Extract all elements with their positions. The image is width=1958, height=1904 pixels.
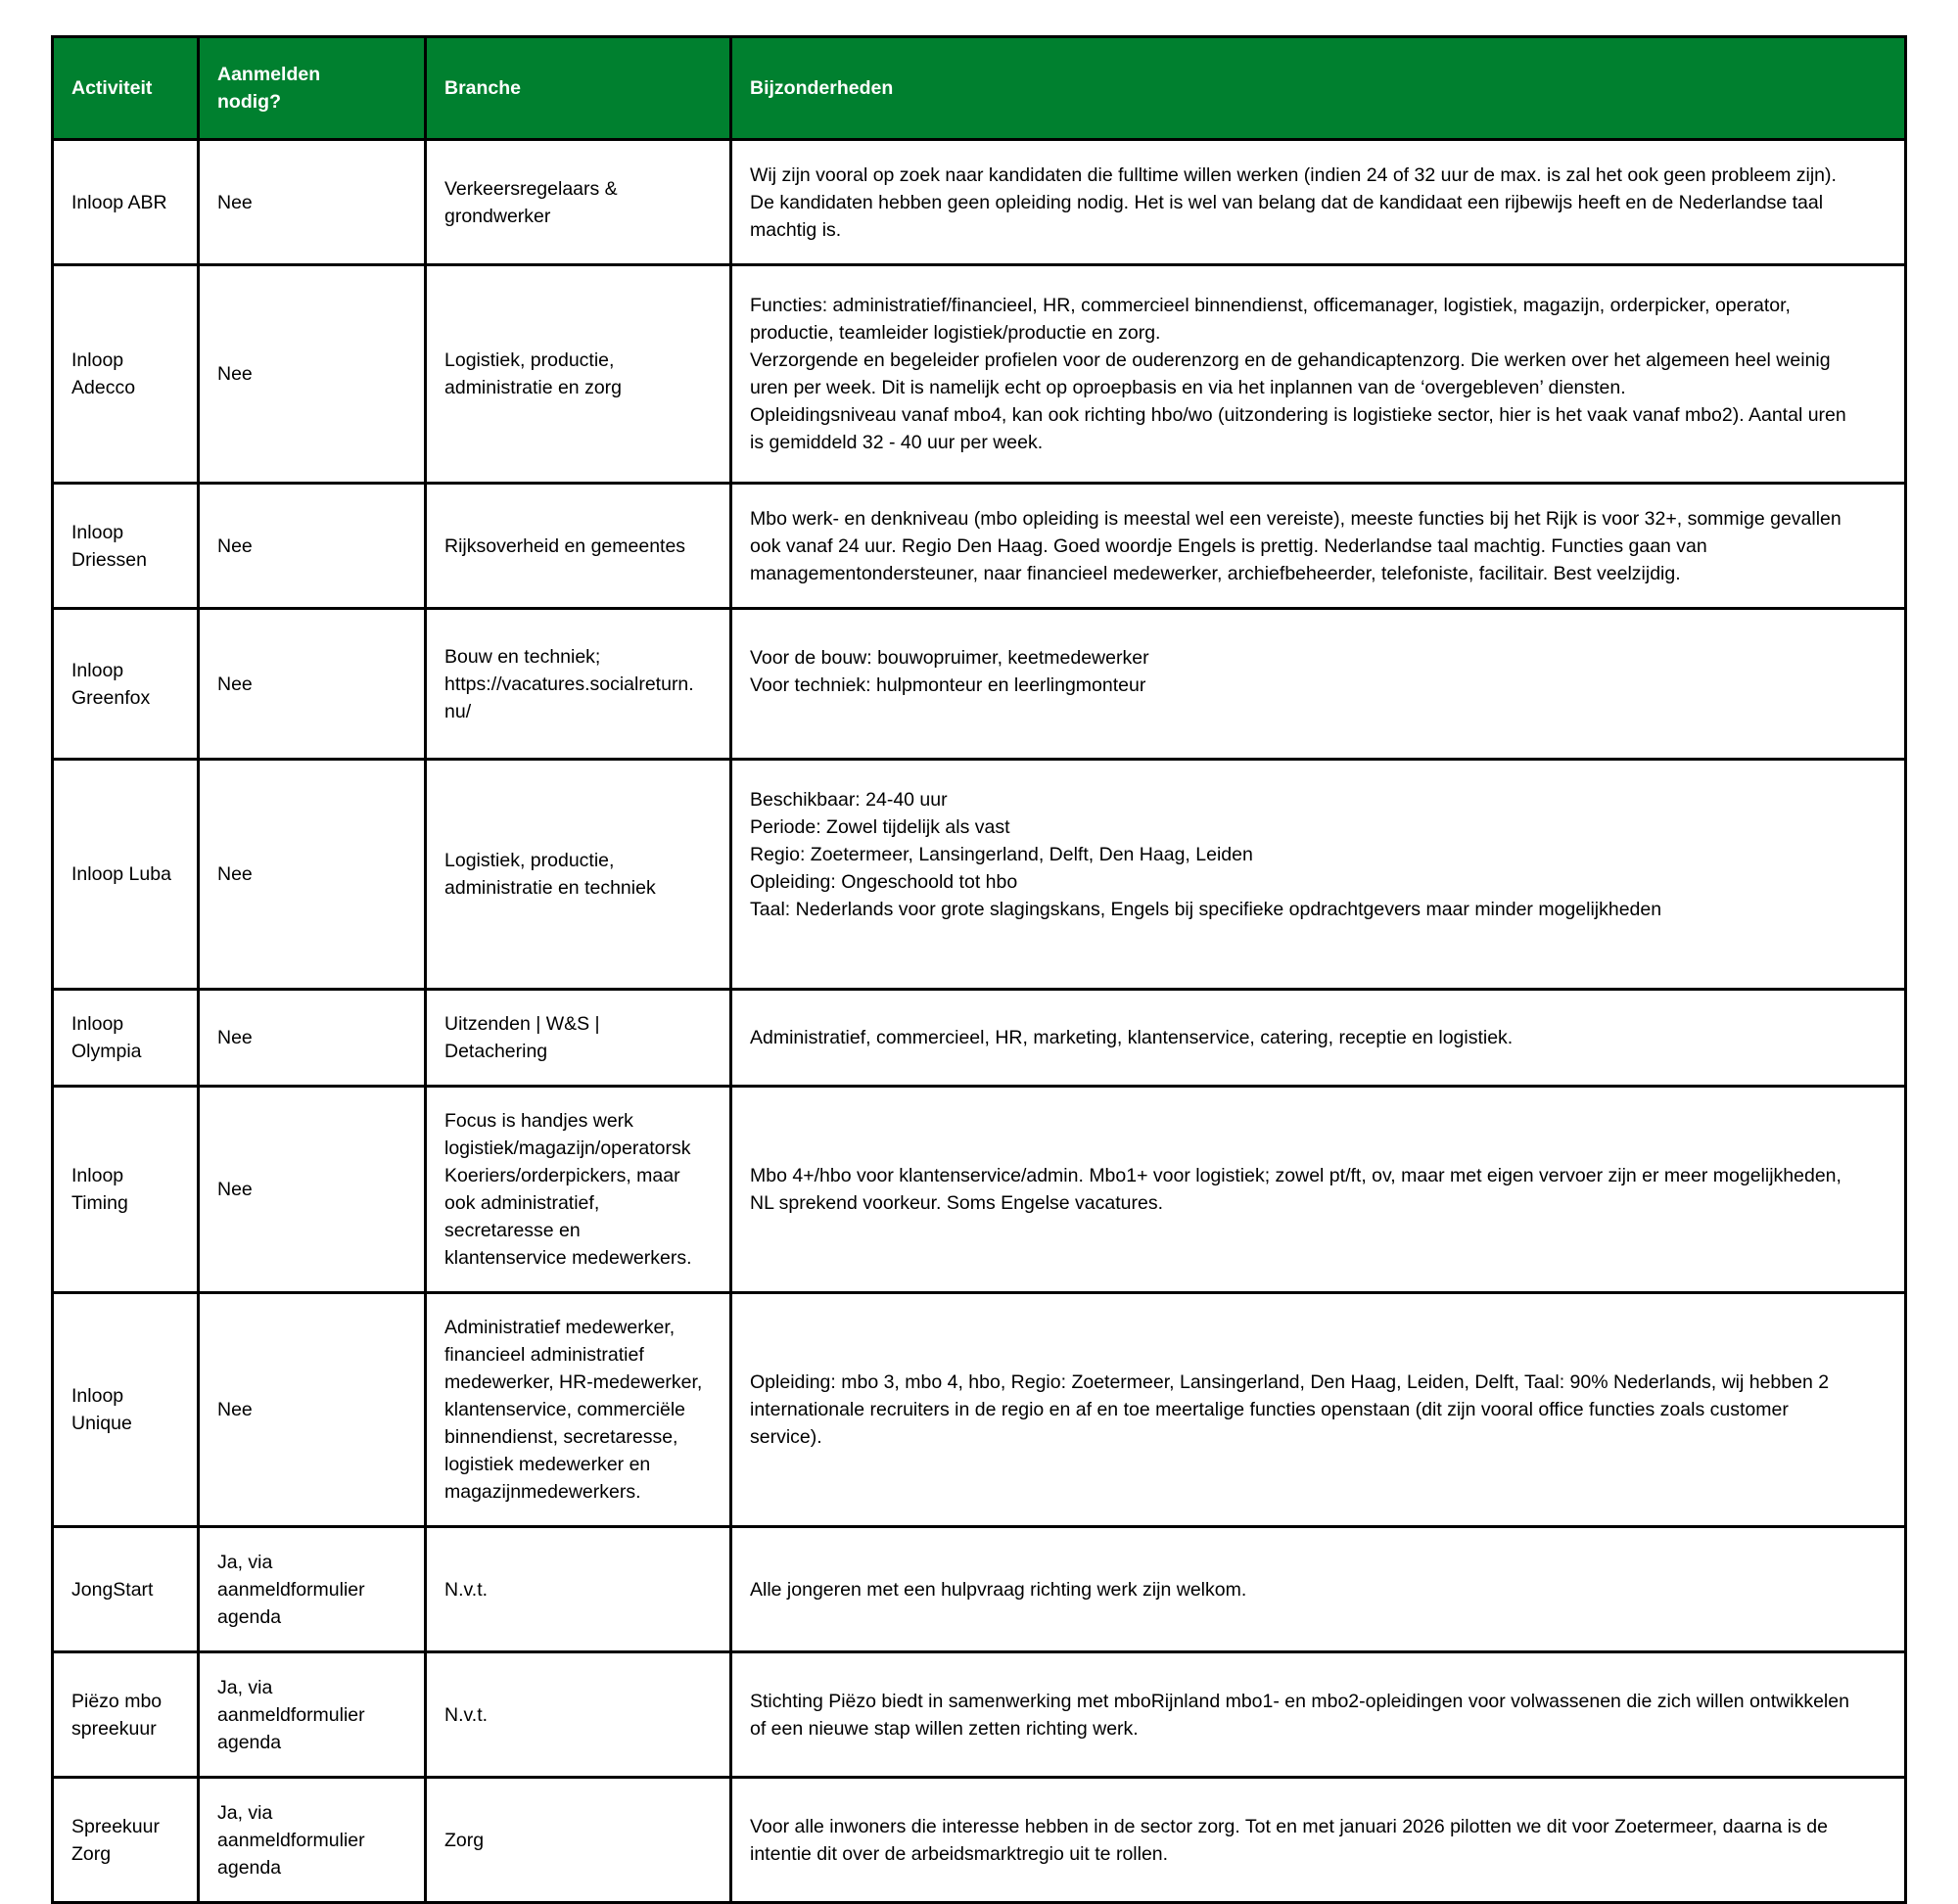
cell-aanmelden: Ja, via aanmeldformulier agenda	[199, 1778, 426, 1903]
cell-aanmelden: Nee	[199, 265, 426, 484]
header-bijzonderheden: Bijzonderheden	[731, 37, 1906, 140]
cell-branche: Rijksoverheid en gemeentes	[426, 484, 731, 609]
cell-branche: Verkeersregelaars & grondwerker	[426, 140, 731, 265]
cell-branche: N.v.t.	[426, 1527, 731, 1652]
table-row	[53, 1087, 1906, 1293]
cell-branche: Focus is handjes werk logistiek/magazijn/operatorsk Koeriers/orderpickers, maar ook administratief, secretaresse en klantenservice medewerkers.	[426, 1087, 731, 1293]
table-row	[53, 1652, 1906, 1778]
cell-aanmelden: Nee	[199, 990, 426, 1087]
cell-bijzonderheden: Opleiding: mbo 3, mbo 4, hbo, Regio: Zoetermeer, Lansingerland, Den Haag, Leiden, Delft, Taal: 90% Nederlands, wij hebben 2 internationale recruiters in de regio en af en toe meertalige functies openstaan (dit zijn vooral office functies zoals customer service).	[731, 1293, 1906, 1527]
cell-activiteit: Inloop Greenfox	[53, 609, 199, 760]
cell-bijzonderheden: Wij zijn vooral op zoek naar kandidaten die fulltime willen werken (indien 24 of 32 uur de max. is zal het ook geen probleem zijn). De kandidaten hebben geen opleiding nodig. Het is wel van belang dat de kandidaat een rijbewijs heeft en de Nederlandse taal machtig is.	[731, 140, 1906, 265]
table-row	[53, 1293, 1906, 1527]
cell-activiteit: JongStart	[53, 1527, 199, 1652]
cell-aanmelden: Nee	[199, 760, 426, 990]
activities-table	[51, 35, 1907, 1904]
cell-aanmelden: Nee	[199, 140, 426, 265]
header-activiteit: Activiteit	[53, 37, 199, 140]
cell-activiteit: Inloop Luba	[53, 760, 199, 990]
table-row	[53, 1778, 1906, 1903]
cell-branche: Bouw en techniek; https://vacatures.socialreturn. nu/	[426, 609, 731, 760]
cell-bijzonderheden: Voor de bouw: bouwopruimer, keetmedewerker Voor techniek: hulpmonteur en leerlingmonteur	[731, 609, 1906, 760]
cell-activiteit: Piëzo mbo spreekuur	[53, 1652, 199, 1778]
cell-bijzonderheden: Beschikbaar: 24-40 uur Periode: Zowel tijdelijk als vast Regio: Zoetermeer, Lansingerland, Delft, Den Haag, Leiden Opleiding: Ongeschoold tot hbo Taal: Nederlands voor grote slagingskans, Engels bij specifieke opdrachtgevers maar minder mogelijkheden	[731, 760, 1906, 990]
table-row	[53, 140, 1906, 265]
header-branche: Branche	[426, 37, 731, 140]
cell-activiteit: Inloop Unique	[53, 1293, 199, 1527]
table-header-row	[53, 37, 1906, 140]
cell-aanmelden: Ja, via aanmeldformulier agenda	[199, 1527, 426, 1652]
cell-bijzonderheden: Functies: administratief/financieel, HR, commercieel binnendienst, officemanager, logistiek, magazijn, orderpicker, operator, productie, teamleider logistiek/productie en zorg. Verzorgende en begeleider profielen voor de ouderenzorg en de gehandicaptenzorg. Die werken over het algemeen heel weinig uren per week. Dit is namelijk echt op oproepbasis en via het inplannen van de ‘overgebleven’ diensten. Opleidingsniveau vanaf mbo4, kan ook richting hbo/wo (uitzondering is logistieke sector, hier is het vaak vanaf mbo2). Aantal uren is gemiddeld 32 - 40 uur per week.	[731, 265, 1906, 484]
cell-aanmelden: Nee	[199, 484, 426, 609]
cell-bijzonderheden: Administratief, commercieel, HR, marketing, klantenservice, catering, receptie en logistiek.	[731, 990, 1906, 1087]
cell-branche: Logistiek, productie, administratie en zorg	[426, 265, 731, 484]
cell-branche: Logistiek, productie, administratie en techniek	[426, 760, 731, 990]
cell-aanmelden: Nee	[199, 609, 426, 760]
cell-aanmelden: Nee	[199, 1293, 426, 1527]
cell-branche: Uitzenden | W&S | Detachering	[426, 990, 731, 1087]
cell-aanmelden: Nee	[199, 1087, 426, 1293]
cell-activiteit: Inloop Adecco	[53, 265, 199, 484]
cell-branche: N.v.t.	[426, 1652, 731, 1778]
table-row	[53, 990, 1906, 1087]
table-row	[53, 609, 1906, 760]
cell-activiteit: Inloop ABR	[53, 140, 199, 265]
header-aanmelden: Aanmelden nodig?	[199, 37, 426, 140]
cell-activiteit: Inloop Timing	[53, 1087, 199, 1293]
table-row	[53, 265, 1906, 484]
cell-branche: Zorg	[426, 1778, 731, 1903]
cell-activiteit: Inloop Driessen	[53, 484, 199, 609]
cell-activiteit: Inloop Olympia	[53, 990, 199, 1087]
cell-bijzonderheden: Voor alle inwoners die interesse hebben in de sector zorg. Tot en met januari 2026 pilotten we dit voor Zoetermeer, daarna is de intentie dit over de arbeidsmarktregio uit te rollen.	[731, 1778, 1906, 1903]
cell-branche: Administratief medewerker, financieel administratief medewerker, HR-medewerker, klantenservice, commerciële binnendienst, secretaresse, logistiek medewerker en magazijnmedewerkers.	[426, 1293, 731, 1527]
cell-bijzonderheden: Mbo 4+/hbo voor klantenservice/admin. Mbo1+ voor logistiek; zowel pt/ft, ov, maar met eigen vervoer zijn er meer mogelijkheden, NL sprekend voorkeur. Soms Engelse vacatures.	[731, 1087, 1906, 1293]
cell-aanmelden: Ja, via aanmeldformulier agenda	[199, 1652, 426, 1778]
table-row	[53, 1527, 1906, 1652]
cell-bijzonderheden: Mbo werk- en denkniveau (mbo opleiding is meestal wel een vereiste), meeste functies bij het Rijk is voor 32+, sommige gevallen ook vanaf 24 uur. Regio Den Haag. Goed woordje Engels is prettig. Nederlandse taal machtig. Functies gaan van managementondersteuner, naar financieel medewerker, archiefbeheerder, telefoniste, facilitair. Best veelzijdig.	[731, 484, 1906, 609]
cell-bijzonderheden: Alle jongeren met een hulpvraag richting werk zijn welkom.	[731, 1527, 1906, 1652]
table-row	[53, 760, 1906, 990]
cell-bijzonderheden: Stichting Piëzo biedt in samenwerking met mboRijnland mbo1- en mbo2-opleidingen voor volwassenen die zich willen ontwikkelen of een nieuwe stap willen zetten richting werk.	[731, 1652, 1906, 1778]
cell-activiteit: Spreekuur Zorg	[53, 1778, 199, 1903]
table-row	[53, 484, 1906, 609]
